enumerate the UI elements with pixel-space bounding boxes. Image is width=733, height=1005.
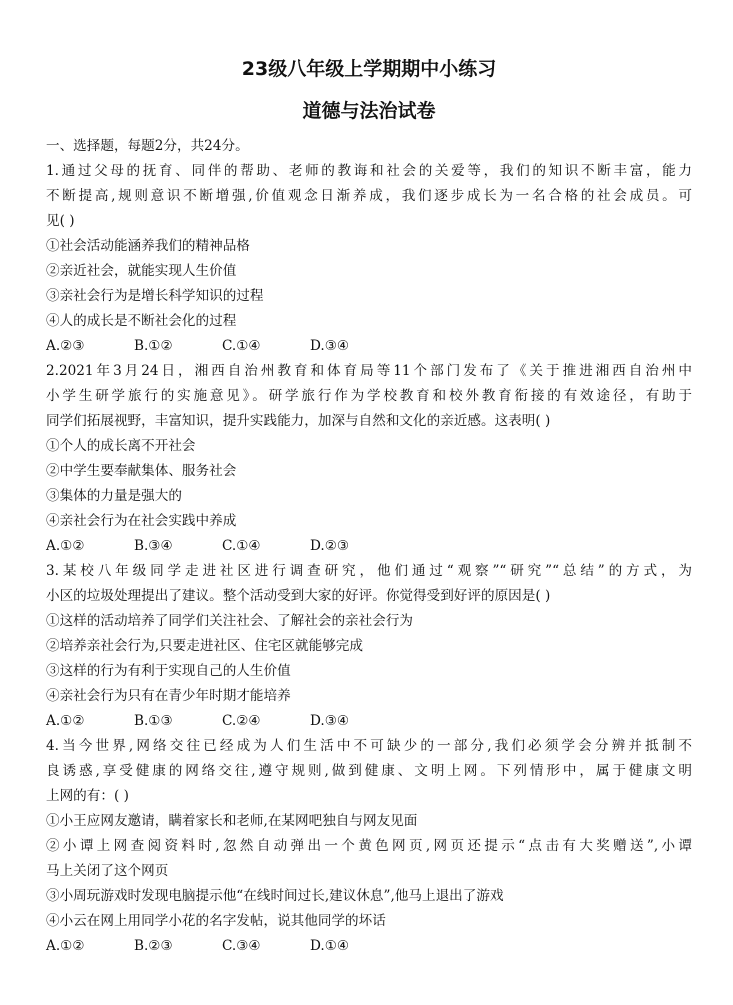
question-stem-line: 见( ) — [46, 213, 75, 229]
option-c: C.②④ — [222, 713, 261, 729]
statement-item: ④亲社会行为在社会实践中养成 — [46, 513, 237, 529]
question-stem-line: 2.2021年3月24日，湘西自治州教育和体育局等11个部门发布了《关于推进湘西自治州中 — [46, 363, 692, 379]
statement-item: ①这样的活动培养了同学们关注社会、了解社会的亲社会行为 — [46, 613, 414, 629]
exam-subject: 道德与法治试卷 — [302, 100, 436, 122]
statement-item: ③这样的行为有利于实现自己的人生价值 — [46, 663, 291, 679]
option-a: A.②③ — [46, 338, 85, 354]
statement-item: ④人的成长是不断社会化的过程 — [46, 313, 237, 329]
option-c: C.①④ — [222, 538, 261, 554]
option-a: A.①② — [46, 538, 85, 554]
statement-item: ③集体的力量是强大的 — [46, 488, 182, 504]
exam-page — [46, 56, 692, 959]
question-stem-line: 3.某校八年级同学走进社区进行调查研究，他们通过“观察”“研究”“总结”的方式，为 — [46, 563, 692, 579]
question-1 — [46, 159, 692, 359]
option-d: D.②③ — [310, 538, 350, 554]
question-2 — [46, 359, 692, 559]
question-stem-line: 4.当今世界,网络交往已经成为人们生活中不可缺少的一部分,我们必须学会分辨并抵制不 — [46, 738, 692, 754]
option-d: D.③④ — [310, 338, 350, 354]
question-stem-line: 良诱惑,享受健康的网络交往,遵守规则,做到健康、文明上网。下列情形中，属于健康文明 — [46, 763, 692, 779]
answer-options — [46, 334, 692, 359]
statement-item: ①个人的成长离不开社会 — [46, 438, 196, 454]
statement-item: ②中学生要奉献集体、服务社会 — [46, 463, 237, 479]
question-stem-line: 1.通过父母的抚育、同伴的帮助、老师的教诲和社会的关爱等，我们的知识不断丰富，能力 — [46, 163, 692, 179]
statement-item: ①小王应网友邀请，瞒着家长和老师,在某网吧独自与网友见面 — [46, 813, 418, 829]
statement-item: ③亲社会行为是增长科学知识的过程 — [46, 288, 264, 304]
answer-options — [46, 934, 692, 959]
statement-item: ②培养亲社会行为,只要走进社区、住宅区就能够完成 — [46, 638, 363, 654]
option-b: B.①② — [134, 338, 173, 354]
option-a: A.①② — [46, 713, 85, 729]
statement-item: ②亲近社会，就能实现人生价值 — [46, 263, 237, 279]
question-stem-line: 小学生研学旅行的实施意见》。研学旅行作为学校教育和校外教育衔接的有效途径，有助于 — [46, 388, 692, 404]
option-a: A.①② — [46, 938, 85, 954]
option-b: B.③④ — [134, 538, 173, 554]
option-d: D.③④ — [310, 713, 350, 729]
question-stem-line: 小区的垃圾处理提出了建议。整个活动受到大家的好评。你觉得受到好评的原因是( ) — [46, 588, 551, 604]
statement-item: ④小云在网上用同学小花的名字发帖，说其他同学的坏话 — [46, 913, 386, 929]
question-stem-line: 不断提高,规则意识不断增强,价值观念日渐养成，我们逐步成长为一名合格的社会成员。可 — [46, 188, 692, 204]
section-heading: 一、选择题，每题2分，共24分。 — [46, 138, 249, 154]
question-3 — [46, 559, 692, 734]
exam-title: 23级八年级上学期期中小练习 — [241, 58, 497, 80]
statement-item: ①社会活动能涵养我们的精神品格 — [46, 238, 250, 254]
statement-item: 马上关闭了这个网页 — [46, 863, 169, 879]
statement-item: ③小周玩游戏时发现电脑提示他“在线时间过长,建议休息”,他马上退出了游戏 — [46, 888, 504, 904]
question-stem-line: 同学们拓展视野，丰富知识，提升实践能力，加深与自然和文化的亲近感。这表明( ) — [46, 413, 551, 429]
answer-options — [46, 709, 692, 734]
option-b: B.②③ — [134, 938, 173, 954]
option-d: D.①④ — [310, 938, 350, 954]
option-b: B.①③ — [134, 713, 173, 729]
question-stem-line: 上网的有：( ) — [46, 788, 129, 804]
answer-options — [46, 534, 692, 559]
option-c: C.①④ — [222, 338, 261, 354]
statement-item: ②小谭上网查阅资料时,忽然自动弹出一个黄色网页,网页还提示“点击有大奖赠送”,小谭 — [46, 838, 692, 854]
question-4 — [46, 734, 692, 959]
statement-item: ④亲社会行为只有在青少年时期才能培养 — [46, 688, 291, 704]
option-c: C.③④ — [222, 938, 261, 954]
